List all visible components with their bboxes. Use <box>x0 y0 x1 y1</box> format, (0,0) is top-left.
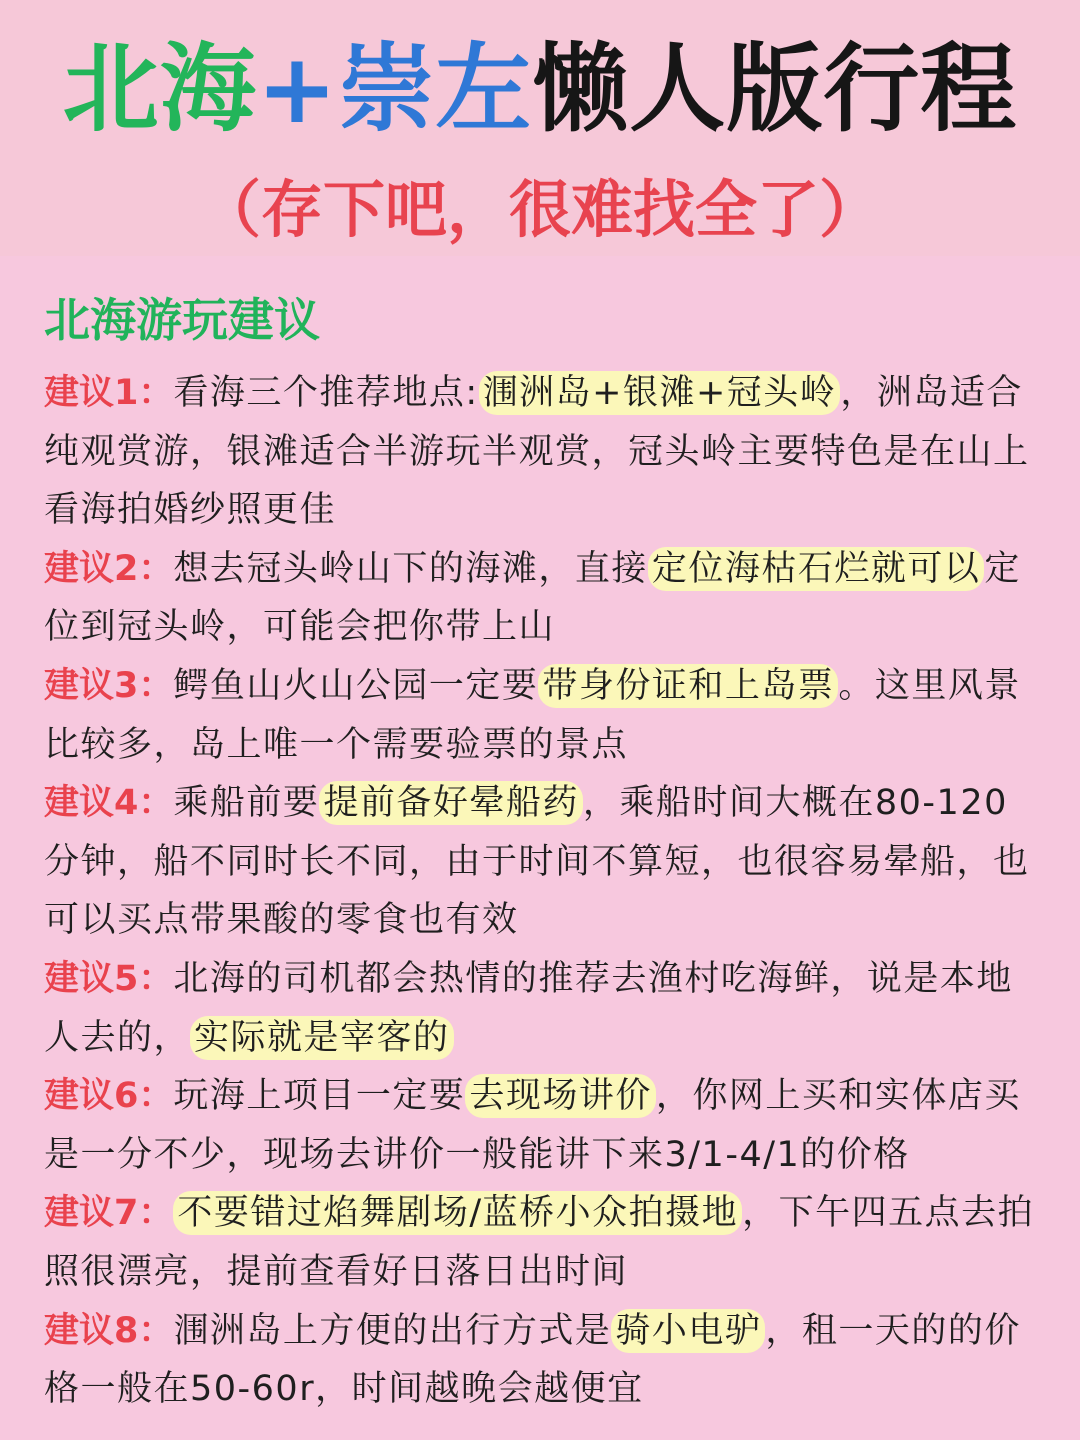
tip-5 <box>44 950 1044 1067</box>
tip-text: ，下午四五点去拍照很漂亮，提前查看好日落日出时间 <box>44 1193 1035 1292</box>
tip-label: 建议2： <box>44 548 174 589</box>
tip-highlight: 带身份证和上岛票 <box>538 664 838 708</box>
tip-text: ，乘船时间大概在80-120分钟，船不同时长不同，由于时间不算短，也很容易晕船，也可以买点带果酸的零食也有效 <box>44 783 1030 941</box>
title-lazy-itinerary: 懒人版行程 <box>532 33 1018 145</box>
tip-4 <box>44 774 1044 950</box>
tips-list <box>44 364 1044 1419</box>
page-title <box>0 30 1080 148</box>
tip-text: 涠洲岛上方便的出行方式是 <box>173 1310 612 1351</box>
tip-2 <box>44 540 1044 657</box>
tip-highlight: 提前备好晕船药 <box>319 781 583 825</box>
tip-text: 看海三个推荐地点: <box>173 373 479 413</box>
tip-label: 建议7： <box>44 1193 174 1234</box>
tip-text: 想去冠头岭山下的海滩，直接 <box>173 548 648 589</box>
tip-1 <box>44 364 1044 540</box>
tip-label: 建议3： <box>44 665 174 706</box>
tip-text: ，洲岛适合纯观赏游，银滩适合半游玩半观赏，冠头岭主要特色是在山上看海拍婚纱照更佳 <box>44 373 1030 531</box>
title-chongzuo: 崇左 <box>338 33 533 145</box>
tip-text: 鳄鱼山火山公园一定要 <box>173 665 539 706</box>
tip-text: ，你网上买和实体店买是一分不少，现场去讲价一般能讲下来3/1-4/1的价格 <box>44 1076 1021 1175</box>
tip-highlight: 实际就是宰客的 <box>190 1016 454 1060</box>
header <box>0 0 1080 256</box>
tip-label: 建议1： <box>44 373 174 413</box>
page-subtitle: （存下吧，很难找全了） <box>198 173 881 246</box>
tip-highlight: 不要错过焰舞剧场/蓝桥小众拍摄地 <box>173 1191 742 1235</box>
tip-text: 定位到冠头岭，可能会把你带上山 <box>44 548 1021 648</box>
tip-label: 建议6： <box>44 1076 174 1117</box>
tip-label: 建议4： <box>44 783 174 824</box>
section-title: 北海游玩建议 <box>44 293 320 347</box>
tip-text: 乘船前要 <box>173 783 320 824</box>
tip-label: 建议8： <box>44 1310 174 1351</box>
tip-3 <box>44 657 1044 774</box>
tip-7 <box>44 1184 1044 1301</box>
tip-highlight: 骑小电驴 <box>611 1309 765 1353</box>
tip-label: 建议5： <box>44 958 174 999</box>
title-beihai: 北海 <box>62 33 257 145</box>
tip-highlight: 定位海枯石烂就可以 <box>648 547 985 591</box>
tip-6 <box>44 1067 1044 1184</box>
title-plus: + <box>256 33 339 145</box>
tip-text: ，租一天的的价格一般在50-60r，时间越晚会越便宜 <box>44 1310 1021 1410</box>
tip-text: 北海的司机都会热情的推荐去渔村吃海鲜，说是本地人去的， <box>44 958 1013 1058</box>
tip-text: 玩海上项目一定要 <box>173 1076 466 1117</box>
tip-highlight: 涠洲岛+银滩+冠头岭 <box>479 371 841 415</box>
tip-highlight: 去现场讲价 <box>465 1074 656 1118</box>
tip-text: 。这里风景比较多，岛上唯一个需要验票的景点 <box>44 665 1021 765</box>
tip-8 <box>44 1302 1044 1419</box>
